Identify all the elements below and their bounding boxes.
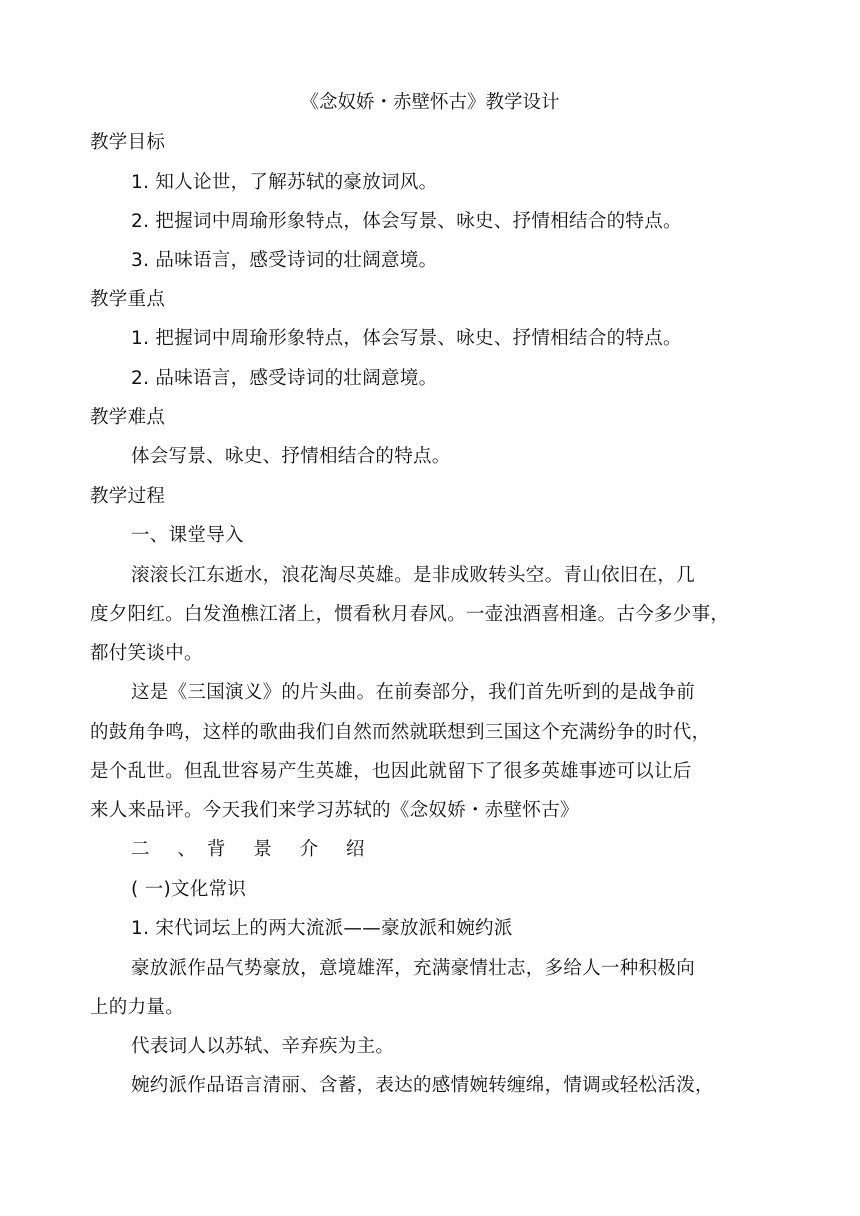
subsection-heading-cultural-knowledge: ( 一)文化常识 [131,879,247,900]
paragraph-line: 是个乱世。但乱世容易产生英雄，也因此就留下了很多英雄事迹可以让后 [90,761,692,782]
paragraph-line: 这是《三国演义》的片头曲。在前奏部分，我们首先听到的是战争前 [131,682,696,703]
subsection-heading-background: 二 、背 景 介 绍 [131,839,376,860]
key-point-item-1: 1. 把握词中周瑜形象特点，体会写景、咏史、抒情相结合的特点。 [131,328,682,349]
paragraph-line: 代表词人以苏轼、辛弃疾为主。 [131,1036,395,1057]
section-heading-key-points: 教学重点 [90,289,166,310]
paragraph-line: 滚滚长江东逝水，浪花淘尽英雄。是非成败转头空。青山依旧在，几 [131,565,696,586]
subsection-heading-introduction: 一、课堂导入 [131,525,244,546]
section-heading-objectives: 教学目标 [90,132,166,153]
paragraph-line: 豪放派作品气势豪放，意境雄浑，充满豪情壮志，多给人一种积极向 [131,958,696,979]
paragraph-line: 都付笑谈中。 [90,643,203,664]
paragraph-line: 度夕阳红。白发渔樵江渚上，惯看秋月春风。一壶浊酒喜相逢。古今多少事， [90,604,730,625]
objective-item-1: 1. 知人论世，了解苏轼的豪放词风。 [131,172,438,193]
difficulty-item: 体会写景、咏史、抒情相结合的特点。 [131,446,451,467]
key-point-item-2: 2. 品味语言，感受诗词的壮阔意境。 [131,368,438,389]
list-item-heading: 1. 宋代词坛上的两大流派——豪放派和婉约派 [131,918,513,939]
paragraph-line: 的鼓角争鸣，这样的歌曲我们自然而然就联想到三国这个充满纷争的时代， [90,722,711,743]
paragraph-line: 婉约派作品语言清丽、含蓄，表达的感情婉转缠绵，情调或轻松活泼， [131,1075,714,1096]
objective-item-2: 2. 把握词中周瑜形象特点，体会写景、咏史、抒情相结合的特点。 [131,211,682,232]
section-heading-difficulties: 教学难点 [90,407,166,428]
document-title: 《念奴娇・赤壁怀古》教学设计 [300,92,560,113]
paragraph-line: 来人来品评。今天我们来学习苏轼的《念奴娇・赤壁怀古》 [90,800,579,821]
objective-item-3: 3. 品味语言，感受诗词的壮阔意境。 [131,250,438,271]
paragraph-line: 上的力量。 [90,997,185,1018]
section-heading-process: 教学过程 [90,486,166,507]
